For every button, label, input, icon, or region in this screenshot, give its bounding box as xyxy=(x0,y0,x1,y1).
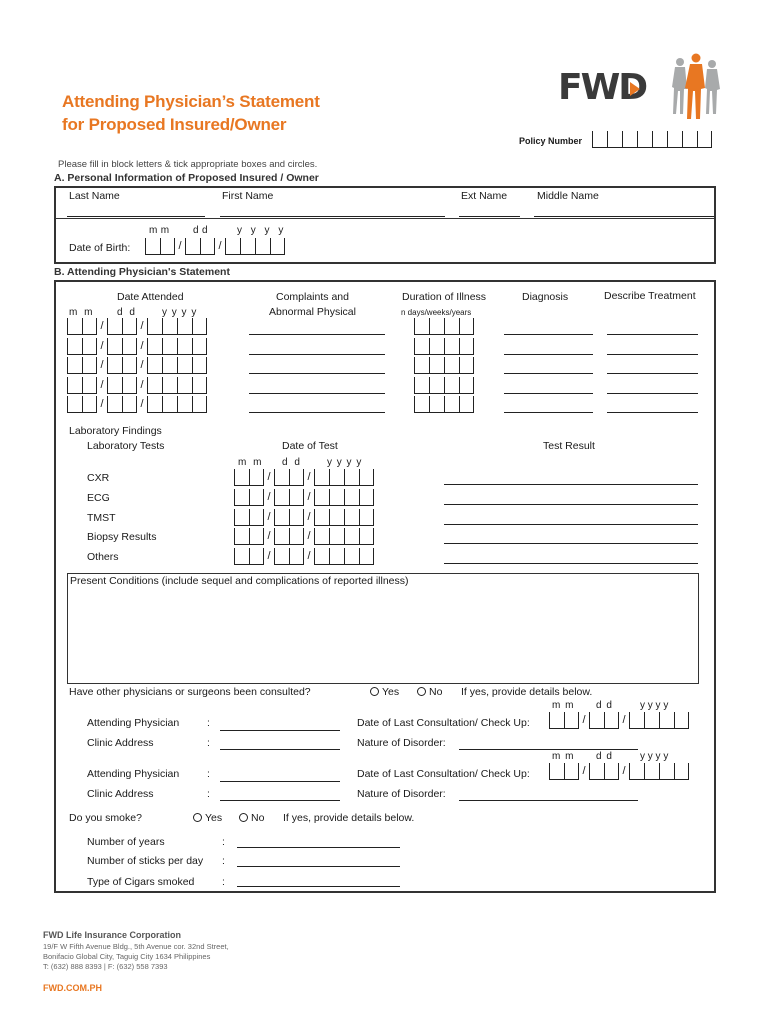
present-conditions-textarea[interactable] xyxy=(67,573,699,684)
clinic-address-label: Clinic Address xyxy=(87,788,154,800)
colon: : xyxy=(222,876,225,888)
form-title-line1: Attending Physician’s Statement xyxy=(62,92,320,111)
years-input[interactable] xyxy=(237,847,400,848)
policy-number-label: Policy Number xyxy=(519,136,583,146)
present-conditions-label: Present Conditions (include sequel and complications of reported illness) xyxy=(70,575,409,587)
footer-url[interactable]: FWD.COM.PH xyxy=(43,983,102,993)
consulted-note: If yes, provide details below. xyxy=(461,686,593,698)
test-result-header: Test Result xyxy=(543,440,595,452)
date-attended-input[interactable]: / / xyxy=(67,357,207,374)
last-consultation-date-input[interactable]: / / xyxy=(549,712,689,729)
diagnosis-header: Diagnosis xyxy=(522,291,569,303)
ext-name-input[interactable] xyxy=(459,216,520,217)
complaints-input[interactable] xyxy=(249,412,385,413)
first-name-input[interactable] xyxy=(220,216,445,217)
treatment-input[interactable] xyxy=(607,354,698,355)
test-result-input[interactable] xyxy=(444,504,698,505)
consulted-no-option[interactable]: No xyxy=(417,686,442,698)
dob-input[interactable]: / / xyxy=(145,238,285,255)
smoke-no-option[interactable]: No xyxy=(239,812,264,824)
clinic-address-input[interactable] xyxy=(220,800,340,801)
complaints-input[interactable] xyxy=(249,393,385,394)
treatment-input[interactable] xyxy=(607,412,698,413)
test-result-input[interactable] xyxy=(444,484,698,485)
diagnosis-input[interactable] xyxy=(504,393,593,394)
complaints-header-line1: Complaints and xyxy=(276,291,349,303)
consult-mm-hint: m m xyxy=(552,751,575,762)
lab-mm-hint: m m xyxy=(238,457,264,468)
diagnosis-input[interactable] xyxy=(504,373,593,374)
last-consultation-label: Date of Last Consultation/ Check Up: xyxy=(357,717,530,729)
diagnosis-input[interactable] xyxy=(504,334,593,335)
duration-input[interactable] xyxy=(414,357,474,374)
duration-input[interactable] xyxy=(414,338,474,355)
fwd-logo xyxy=(556,62,726,122)
footer-address1: 19/F W Fifth Avenue Bldg., 5th Avenue cor. 32nd Street, xyxy=(43,942,229,951)
consult-dd-hint: d d xyxy=(596,751,613,762)
lab-test-label: TMST xyxy=(87,511,116,524)
consulted-question: Have other physicians or surgeons been consulted? xyxy=(69,686,311,698)
date-attended-header: Date Attended xyxy=(117,291,184,303)
nature-of-disorder-label: Nature of Disorder: xyxy=(357,737,446,749)
middle-name-input[interactable] xyxy=(534,216,714,217)
complaints-header-line2: Abnormal Physical xyxy=(269,306,356,318)
test-result-input[interactable] xyxy=(444,524,698,525)
footer-address2: Bonifacio Global City, Taguig City 1634 Philippines xyxy=(43,952,211,961)
complaints-input[interactable] xyxy=(249,373,385,374)
lab-test-label: Biopsy Results xyxy=(87,531,157,544)
colon: : xyxy=(207,737,210,749)
treatment-input[interactable] xyxy=(607,393,698,394)
last-name-input[interactable] xyxy=(67,216,205,217)
smoke-question: Do you smoke? xyxy=(69,812,142,824)
attending-physician-label: Attending Physician xyxy=(87,768,180,780)
section-a-divider xyxy=(54,218,716,219)
attending-physician-input[interactable] xyxy=(220,730,340,731)
treatment-input[interactable] xyxy=(607,373,698,374)
consult-dd-hint: d d xyxy=(596,700,613,711)
policy-number-input[interactable] xyxy=(592,131,712,148)
last-consultation-label: Date of Last Consultation/ Check Up: xyxy=(357,768,530,780)
sticks-label: Number of sticks per day xyxy=(87,855,204,867)
colon: : xyxy=(222,836,225,848)
duration-header: Duration of Illness xyxy=(402,291,487,303)
instructions-text: Please fill in block letters & tick appropriate boxes and circles. xyxy=(58,159,318,170)
treatment-header: Describe Treatment xyxy=(604,290,696,302)
radio-icon[interactable] xyxy=(370,687,379,696)
lab-test-label: CXR xyxy=(87,472,110,484)
lab-dd-hint: d d xyxy=(282,457,302,468)
lab-test-date-input[interactable]: / / xyxy=(234,489,374,506)
section-b-title: B. Attending Physician's Statement xyxy=(54,266,230,278)
smoke-note: If yes, provide details below. xyxy=(283,812,415,824)
nature-of-disorder-input[interactable] xyxy=(459,749,638,750)
attended-mm-hint: m m xyxy=(69,307,95,318)
consult-mm-hint: m m xyxy=(552,700,575,711)
form-title-line2: for Proposed Insured/Owner xyxy=(62,115,287,134)
duration-subheader: n days/weeks/years xyxy=(401,308,472,317)
consulted-yes-option[interactable]: Yes xyxy=(370,686,399,698)
footer-company: FWD Life Insurance Corporation xyxy=(43,930,182,940)
lab-yyyy-hint: y y y y xyxy=(327,457,363,468)
duration-input[interactable] xyxy=(414,396,474,413)
nature-of-disorder-input[interactable] xyxy=(459,800,638,801)
consult-yyyy-hint: y y y y xyxy=(640,751,669,762)
ext-name-label: Ext Name xyxy=(461,190,508,202)
complaints-input[interactable] xyxy=(249,354,385,355)
colon: : xyxy=(207,768,210,780)
radio-icon[interactable] xyxy=(193,813,202,822)
colon: : xyxy=(207,788,210,800)
test-result-input[interactable] xyxy=(444,563,698,564)
lab-test-date-input[interactable]: / / xyxy=(234,528,374,545)
diagnosis-input[interactable] xyxy=(504,354,593,355)
last-name-label: Last Name xyxy=(69,190,120,202)
attending-physician-label: Attending Physician xyxy=(87,717,180,729)
date-attended-input[interactable]: / / xyxy=(67,318,207,335)
cigar-type-input[interactable] xyxy=(237,886,400,887)
years-label: Number of years xyxy=(87,836,165,848)
date-attended-input[interactable]: / / xyxy=(67,396,207,413)
logo-wordmark: FWD xyxy=(558,67,647,108)
date-attended-input[interactable]: / / xyxy=(67,377,207,394)
consult-yyyy-hint: y y y y xyxy=(640,700,669,711)
lab-tests-header: Laboratory Tests xyxy=(87,440,165,452)
nature-of-disorder-label: Nature of Disorder: xyxy=(357,788,446,800)
last-consultation-date-input[interactable]: / / xyxy=(549,763,689,780)
treatment-input[interactable] xyxy=(607,334,698,335)
attended-yyyy-hint: y y y y xyxy=(162,307,198,318)
lab-test-label: ECG xyxy=(87,491,110,504)
date-of-test-header: Date of Test xyxy=(282,440,338,452)
lab-test-date-input[interactable]: / / xyxy=(234,509,374,526)
radio-icon[interactable] xyxy=(239,813,248,822)
first-name-label: First Name xyxy=(222,190,274,202)
dob-yyyy-hint: y y y y xyxy=(237,225,287,236)
dob-label: Date of Birth: xyxy=(69,242,131,254)
lab-findings-title: Laboratory Findings xyxy=(69,425,162,437)
colon: : xyxy=(207,717,210,729)
attended-dd-hint: d d xyxy=(117,307,137,318)
middle-name-label: Middle Name xyxy=(537,190,599,202)
colon: : xyxy=(222,855,225,867)
cigar-type-label: Type of Cigars smoked xyxy=(87,876,195,888)
logo-play-icon xyxy=(630,82,640,96)
dob-dd-hint: d d xyxy=(193,225,208,236)
clinic-address-label: Clinic Address xyxy=(87,737,154,749)
attending-physician-input[interactable] xyxy=(220,781,340,782)
lab-test-date-input[interactable]: / / xyxy=(234,548,374,565)
duration-input[interactable] xyxy=(414,318,474,335)
radio-icon[interactable] xyxy=(417,687,426,696)
dob-mm-hint: m m xyxy=(149,225,170,236)
complaints-input[interactable] xyxy=(249,334,385,335)
runners-icon xyxy=(668,52,724,124)
smoke-yes-option[interactable]: Yes xyxy=(193,812,222,824)
diagnosis-input[interactable] xyxy=(504,412,593,413)
clinic-address-input[interactable] xyxy=(220,749,340,750)
sticks-input[interactable] xyxy=(237,866,400,867)
section-a-title: A. Personal Information of Proposed Insured / Owner xyxy=(54,172,319,184)
duration-input[interactable] xyxy=(414,377,474,394)
footer-phone: T: (632) 888 8393 | F: (632) 558 7393 xyxy=(43,962,168,971)
test-result-input[interactable] xyxy=(444,543,698,544)
lab-test-label: Others xyxy=(87,551,119,564)
lab-test-date-input[interactable]: / / xyxy=(234,469,374,486)
date-attended-input[interactable]: / / xyxy=(67,338,207,355)
